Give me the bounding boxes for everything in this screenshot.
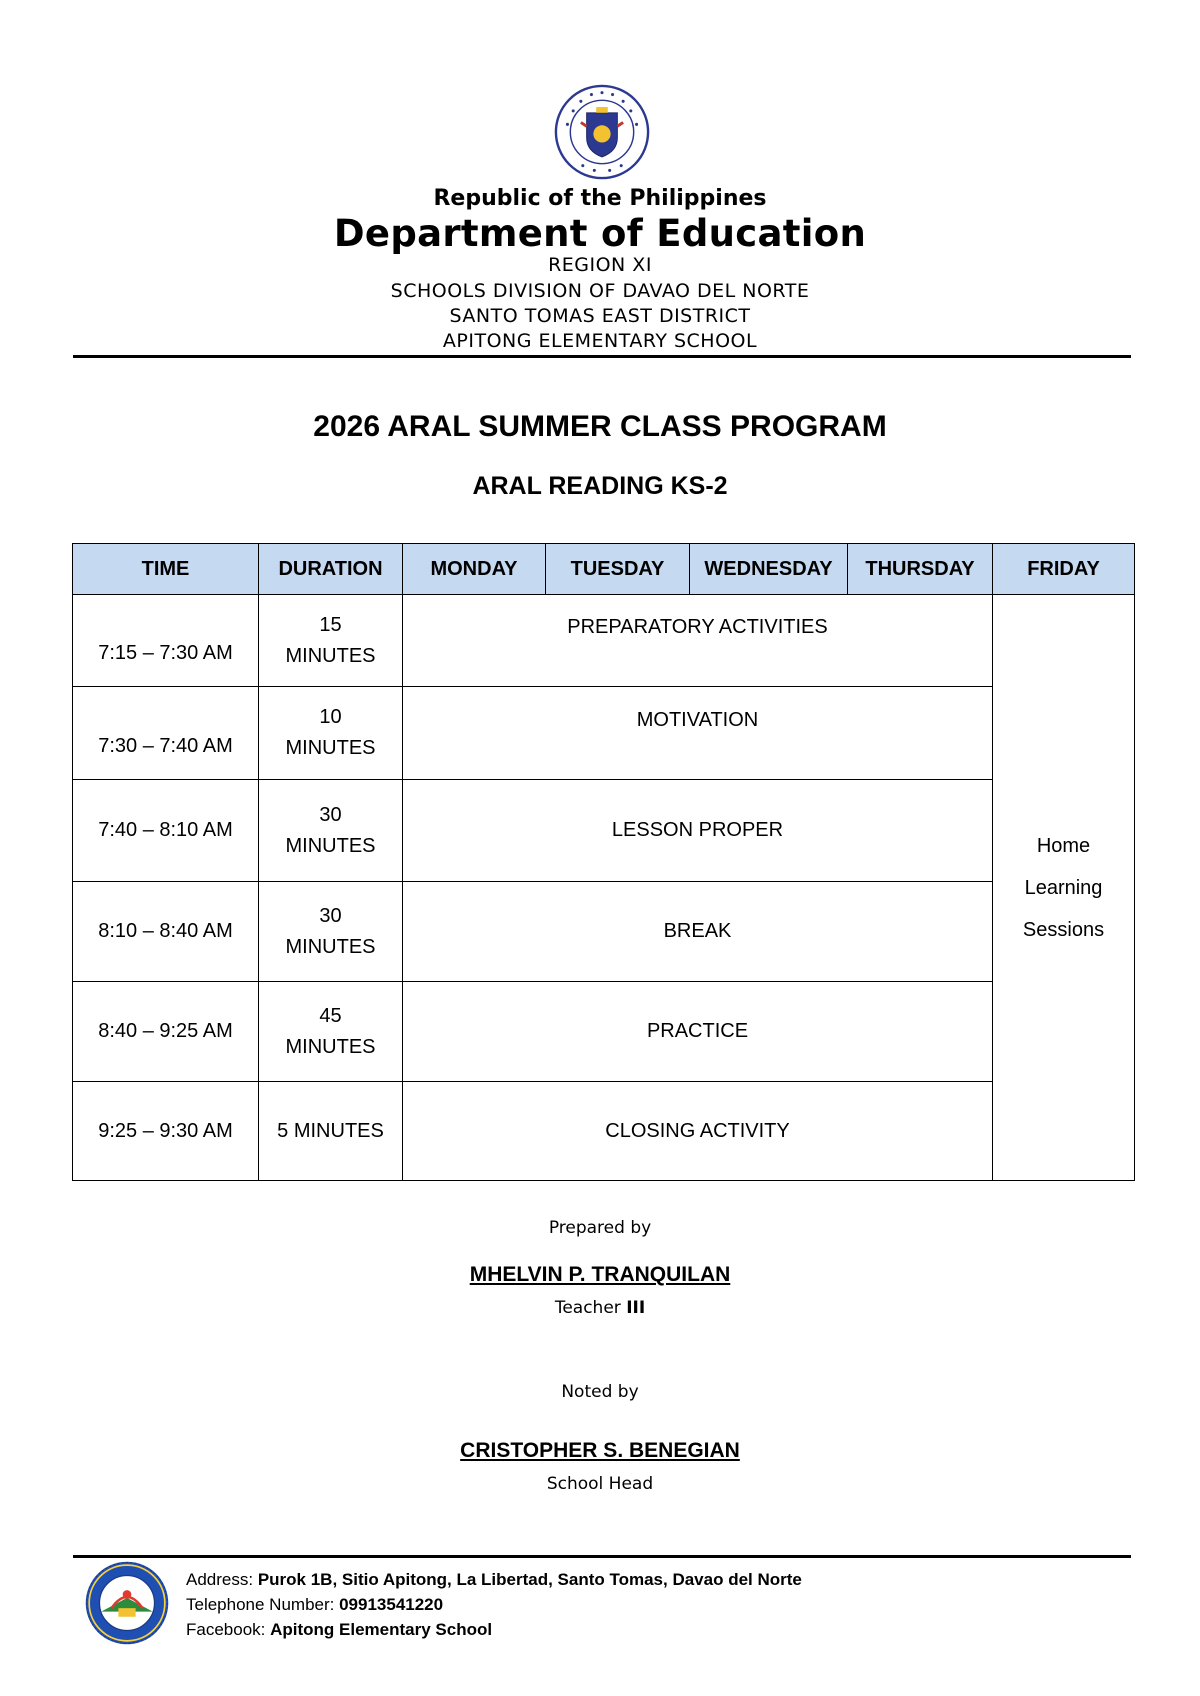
- telephone-value: 09913541220: [339, 1595, 444, 1614]
- duration-cell: [259, 982, 403, 1082]
- footer-facebook: [186, 1620, 492, 1640]
- document-title: 2026 ARAL SUMMER CLASS PROGRAM: [313, 410, 887, 443]
- activity-label: LESSON PROPER: [611, 819, 784, 841]
- duration-number: 45: [319, 1004, 342, 1027]
- table-row: [73, 982, 1135, 1082]
- activity-cell: [403, 982, 993, 1082]
- time-value: 8:10 – 8:40 AM: [98, 920, 233, 942]
- noted-by-label: Noted by: [561, 1382, 639, 1402]
- region-line: REGION XI: [548, 254, 652, 276]
- time-value: 7:15 – 7:30 AM: [98, 642, 233, 664]
- table-row: [73, 1082, 1135, 1181]
- home-learning-line-2: Learning: [1024, 876, 1103, 899]
- duration-cell: [259, 595, 403, 687]
- table-row: [73, 595, 1135, 687]
- preparer-position-rank: III: [626, 1298, 646, 1318]
- header-divider: [73, 355, 1131, 358]
- duration-number: 15: [319, 613, 342, 636]
- table-row: [73, 687, 1135, 780]
- table-header-row: [73, 544, 1135, 595]
- duration-number: 30: [319, 803, 342, 826]
- activity-label: MOTIVATION: [636, 708, 759, 731]
- activity-label: BREAK: [663, 920, 732, 942]
- preparer-name: MHELVIN P. TRANQUILAN: [469, 1263, 731, 1286]
- address-value: Purok 1B, Sitio Apitong, La Libertad, Santo Tomas, Davao del Norte: [257, 1570, 802, 1589]
- home-learning-line-1: Home: [1036, 834, 1091, 857]
- district-line: SANTO TOMAS EAST DISTRICT: [449, 305, 751, 327]
- duration-unit: MINUTES: [285, 834, 376, 857]
- division-line: SCHOOLS DIVISION OF DAVAO DEL NORTE: [390, 280, 810, 302]
- duration-unit: MINUTES: [285, 1035, 376, 1058]
- time-cell: [73, 1082, 259, 1181]
- republic-heading: Republic of the Philippines: [433, 186, 767, 211]
- footer-telephone: [186, 1595, 443, 1615]
- time-cell: [73, 780, 259, 882]
- duration-value: 5 MINUTES: [277, 1119, 384, 1142]
- address-label: Address:: [186, 1570, 258, 1589]
- time-value: 7:30 – 7:40 AM: [98, 734, 233, 757]
- deped-seal-logo: [554, 84, 650, 180]
- duration-number: 10: [319, 706, 342, 728]
- class-schedule-table: [72, 543, 1135, 1181]
- activity-label: PREPARATORY ACTIVITIES: [567, 616, 828, 638]
- time-cell: [73, 982, 259, 1082]
- facebook-value: Apitong Elementary School: [270, 1620, 493, 1639]
- facebook-label: Facebook:: [186, 1620, 271, 1639]
- table-row: [73, 882, 1135, 982]
- time-value: 9:25 – 9:30 AM: [98, 1119, 233, 1142]
- telephone-label: Telephone Number:: [186, 1595, 340, 1614]
- footer-address: [186, 1570, 802, 1590]
- time-cell: [73, 595, 259, 687]
- duration-cell: [259, 780, 403, 882]
- school-line: APITONG ELEMENTARY SCHOOL: [442, 330, 758, 352]
- preparer-position: [0, 1298, 1200, 1318]
- time-cell: [73, 687, 259, 780]
- table-row: [73, 780, 1135, 882]
- duration-number: 30: [319, 904, 342, 927]
- activity-label: PRACTICE: [646, 1020, 749, 1042]
- time-cell: [73, 882, 259, 982]
- column-header-friday: FRIDAY: [993, 544, 1135, 595]
- activity-cell: [403, 882, 993, 982]
- duration-cell: [259, 687, 403, 780]
- department-heading: Department of Education: [333, 212, 867, 255]
- school-logo: [84, 1560, 170, 1646]
- noter-name: CRISTOPHER S. BENEGIAN: [460, 1439, 740, 1462]
- friday-home-learning-cell: [993, 595, 1135, 1181]
- column-header-duration: DURATION: [259, 544, 403, 595]
- column-header-tuesday: TUESDAY: [546, 544, 690, 595]
- time-value: 8:40 – 9:25 AM: [98, 1020, 233, 1042]
- activity-label: CLOSING ACTIVITY: [605, 1119, 790, 1142]
- noter-position: School Head: [546, 1474, 654, 1494]
- activity-cell: [403, 595, 993, 687]
- duration-unit: MINUTES: [285, 935, 376, 958]
- preparer-position-title: Teacher: [554, 1298, 627, 1318]
- time-value: 7:40 – 8:10 AM: [98, 819, 233, 841]
- duration-unit: MINUTES: [285, 644, 376, 667]
- duration-unit: MINUTES: [285, 737, 376, 759]
- duration-cell: [259, 882, 403, 982]
- document-subtitle: ARAL READING KS-2: [472, 472, 728, 500]
- footer-divider: [73, 1555, 1131, 1558]
- activity-cell: [403, 780, 993, 882]
- duration-cell: [259, 1082, 403, 1181]
- column-header-time: TIME: [73, 544, 259, 595]
- activity-cell: [403, 1082, 993, 1181]
- column-header-wednesday: WEDNESDAY: [690, 544, 848, 595]
- column-header-thursday: THURSDAY: [848, 544, 993, 595]
- home-learning-line-3: Sessions: [1022, 918, 1105, 941]
- activity-cell: [403, 687, 993, 780]
- prepared-by-label: Prepared by: [548, 1218, 652, 1238]
- column-header-monday: MONDAY: [403, 544, 546, 595]
